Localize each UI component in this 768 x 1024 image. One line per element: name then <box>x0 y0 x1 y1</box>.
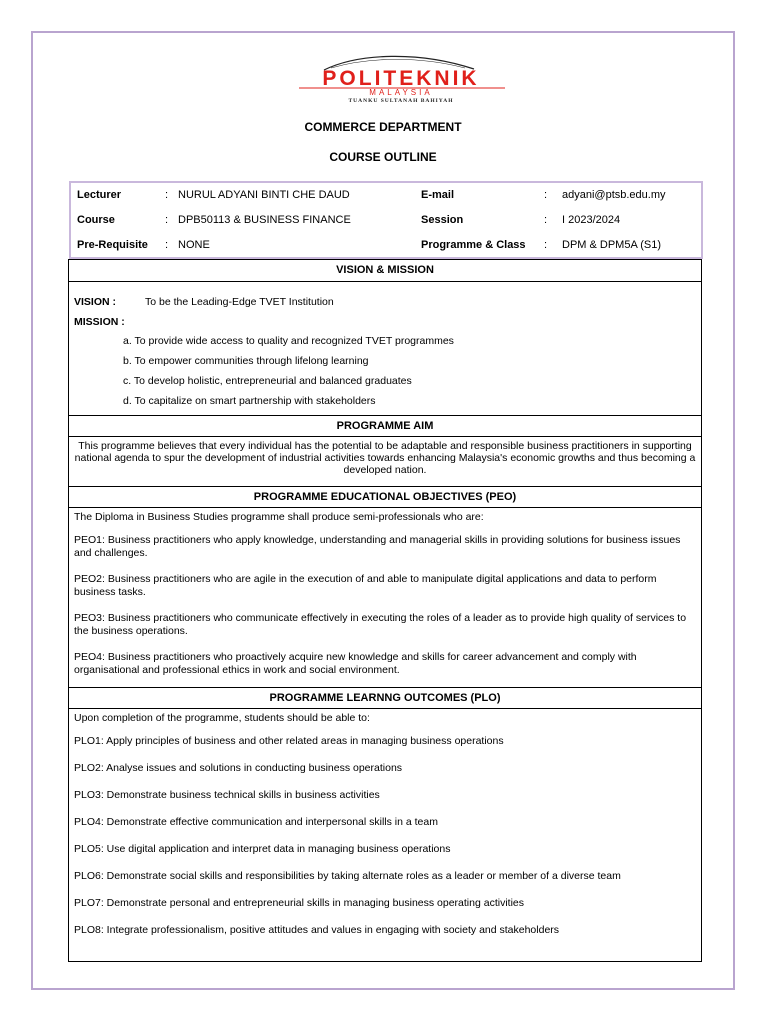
course-info-table <box>69 181 703 259</box>
mission-item: a. To provide wide access to quality and recognized TVET programmes <box>123 335 454 347</box>
plo-intro: Upon completion of the programme, students should be able to: <box>74 712 370 724</box>
programme-aim-text: This programme believes that every individual has the potential to be adaptable and responsible business practitioners in supporting national agenda to spur the development of industrial activities towards enhancing Malaysia's economic growths and thus becoming a developed nation. <box>74 440 696 476</box>
separator: : <box>544 189 548 201</box>
mission-label: MISSION : <box>74 316 125 328</box>
peo-item: PEO2: Business practitioners who are agile in the execution of and able to manipulate digital applications and data to perform business tasks. <box>74 573 657 598</box>
politeknik-logo-graphic <box>269 53 533 103</box>
course-label: Course <box>77 214 115 226</box>
email-label: E-mail <box>421 189 455 201</box>
peo-heading: PROGRAMME EDUCATIONAL OBJECTIVES (PEO) <box>69 486 701 508</box>
session-label: Session <box>421 214 464 226</box>
mission-item: d. To capitalize on smart partnership with stakeholders <box>123 395 376 407</box>
email-value: adyani@ptsb.edu.my <box>562 189 666 201</box>
plo-heading: PROGRAMME LEARNNG OUTCOMES (PLO) <box>69 687 701 709</box>
outline-table <box>68 259 702 962</box>
politeknik-logo <box>269 53 533 103</box>
separator: : <box>165 239 169 251</box>
mission-item: c. To develop holistic, entrepreneurial and balanced graduates <box>123 375 412 387</box>
course-value: DPB50113 & BUSINESS FINANCE <box>178 214 351 226</box>
peo-intro: The Diploma in Business Studies programme shall produce semi-professionals who are: <box>74 511 484 523</box>
plo-item: PLO3: Demonstrate business technical skills in business activities <box>74 789 380 801</box>
separator: : <box>544 239 548 251</box>
document-title: COURSE OUTLINE <box>329 150 437 164</box>
programme-value: DPM & DPM5A (S1) <box>562 239 662 251</box>
session-value: I 2023/2024 <box>562 214 621 226</box>
vision-mission-heading: VISION & MISSION <box>69 260 701 282</box>
plo-item: PLO4: Demonstrate effective communication and interpersonal skills in a team <box>74 816 438 828</box>
vision-label: VISION : <box>74 296 117 308</box>
prerequisite-value: NONE <box>178 239 210 251</box>
logo-brand: POLITEKNIK <box>322 67 480 90</box>
plo-item: PLO7: Demonstrate personal and entrepreneurial skills in managing business operating activities <box>74 897 524 909</box>
logo-campus: TUANKU SULTANAH BAHIYAH <box>348 98 454 103</box>
lecturer-value: NURUL ADYANI BINTI CHE DAUD <box>178 189 350 201</box>
prerequisite-label: Pre-Requisite <box>77 239 148 251</box>
plo-item: PLO8: Integrate professionalism, positive attitudes and values in engaging with society and stakeholders <box>74 924 560 936</box>
logo-country: MALAYSIA <box>369 88 433 97</box>
plo-item: PLO2: Analyse issues and solutions in conducting business operations <box>74 762 403 774</box>
lecturer-label: Lecturer <box>77 189 122 201</box>
separator: : <box>544 214 548 226</box>
document-page <box>31 31 735 990</box>
peo-item: PEO4: Business practitioners who proactively acquire new knowledge and skills for career advancement and comply with organisational and professional ethics in work and social environment. <box>74 651 637 676</box>
plo-item: PLO1: Apply principles of business and other related areas in managing business operations <box>74 735 504 747</box>
mission-item: b. To empower communities through lifelong learning <box>123 355 369 367</box>
peo-item: PEO3: Business practitioners who communicate effectively in executing the roles of a leader as to provide high quality of services to the business operations. <box>74 612 687 637</box>
plo-item: PLO5: Use digital application and interpret data in managing business operations <box>74 843 451 855</box>
department-title: COMMERCE DEPARTMENT <box>304 120 462 134</box>
programme-label: Programme & Class <box>421 239 526 251</box>
programme-aim-heading: PROGRAMME AIM <box>69 415 701 437</box>
separator: : <box>165 189 169 201</box>
peo-item: PEO1: Business practitioners who apply knowledge, understanding and managerial skills in providing solutions for business issues and challenges. <box>74 534 681 559</box>
separator: : <box>165 214 169 226</box>
vision-text: To be the Leading-Edge TVET Institution <box>145 296 334 308</box>
plo-item: PLO6: Demonstrate social skills and responsibilities by taking alternate roles as a leader or member of a diverse team <box>74 870 621 882</box>
